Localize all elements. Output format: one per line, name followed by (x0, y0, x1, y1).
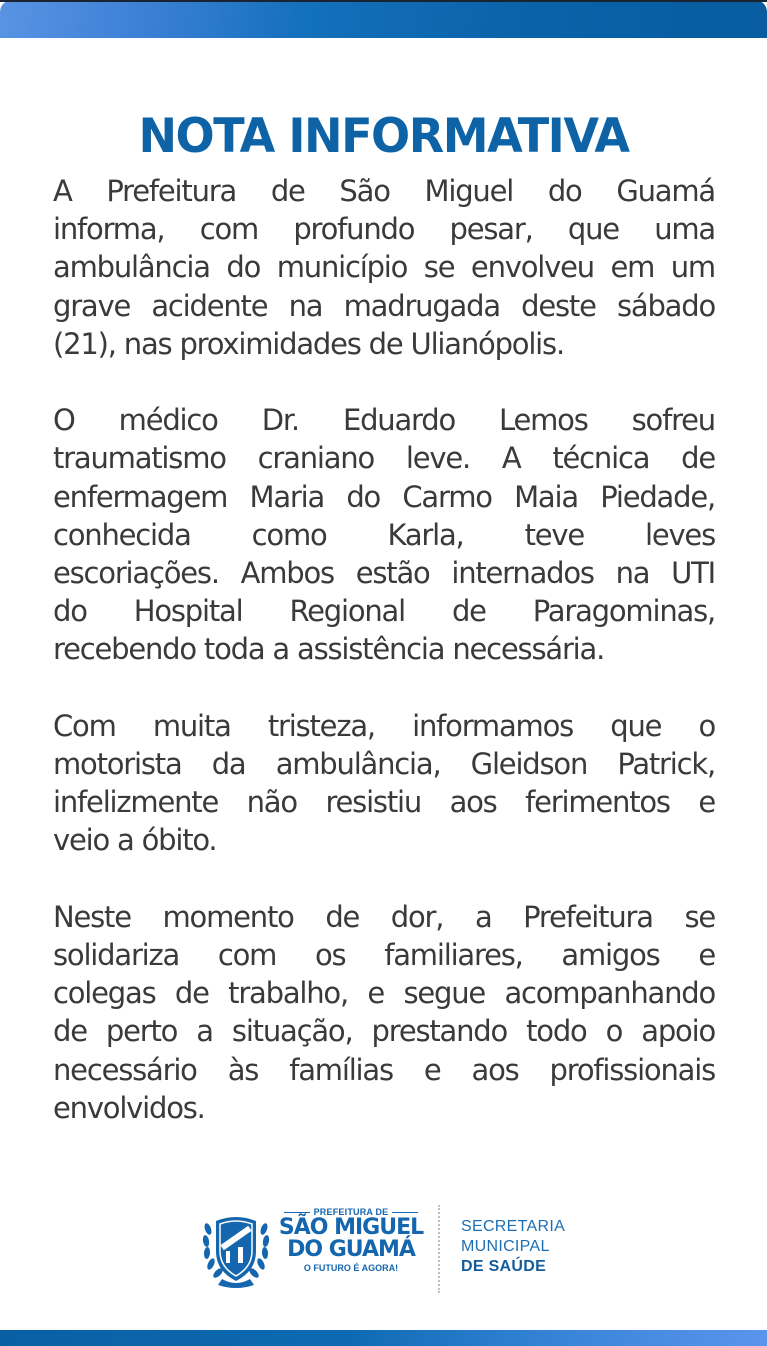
logo-divider (438, 1205, 440, 1293)
text-line: de perto a situação, prestando todo o apoio (53, 1014, 715, 1049)
text-line: escoriações. Ambos estão internados na UTI (53, 556, 715, 591)
paragraph-injured (53, 401, 715, 668)
bottom-banner-band (0, 1330, 767, 1346)
divider-rule (392, 1212, 418, 1213)
city-name-line2: DO GUAMÁ (287, 1237, 415, 1262)
page-title: NOTA INFORMATIVA (138, 109, 629, 165)
text-line: infelizmente não resistiu aos ferimentos e (53, 785, 715, 820)
divider-rule (284, 1212, 310, 1213)
text-line: veio a óbito. (53, 823, 217, 858)
text-line: traumatismo craniano leve. A técnica de (53, 441, 715, 476)
text-line: O médico Dr. Eduardo Lemos sofreu (53, 403, 715, 438)
text-line: grave acidente na madrugada deste sábado (53, 288, 715, 323)
text-line: do Hospital Regional de Paragominas, (53, 594, 715, 629)
text-line: Neste momento de dor, a Prefeitura se (53, 899, 715, 934)
secretaria-line3: DE SAÚDE (461, 1258, 547, 1275)
text-line: solidariza com os familiares, amigos e (53, 938, 715, 973)
text-line: (21), nas proximidades de Ulianópolis. (53, 326, 564, 361)
municipal-crest-icon (200, 1211, 272, 1289)
paragraph-solidarity (53, 898, 715, 1127)
slogan: O FUTURO É AGORA! (303, 1263, 399, 1273)
text-line: necessário às famílias e aos profissionais (53, 1052, 715, 1087)
prefeitura-label: PREFEITURA DE (313, 1207, 389, 1217)
footer-logos (200, 1205, 580, 1295)
text-line: enfermagem Maria do Carmo Maia Piedade, (53, 479, 715, 514)
city-name-line1: SÃO MIGUEL (278, 1215, 424, 1240)
text-line: informa, com profundo pesar, que uma (53, 212, 715, 247)
text-line: recebendo toda a assistência necessária. (53, 632, 605, 667)
top-banner-band (0, 0, 767, 38)
text-line: conhecida como Karla, teve leves (53, 517, 715, 552)
text-line: Com muita tristeza, informamos que o (53, 708, 715, 743)
text-line: A Prefeitura de São Miguel do Guamá (53, 174, 715, 208)
notice-body (53, 172, 715, 1165)
paragraph-driver (53, 707, 715, 860)
paragraph-accident (53, 172, 715, 363)
text-line: colegas de trabalho, e segue acompanhando (53, 976, 715, 1011)
secretaria-line2: MUNICIPAL (461, 1238, 550, 1255)
secretaria-line1: SECRETARIA (461, 1218, 566, 1235)
text-line: motorista da ambulância, Gleidson Patrick, (53, 747, 715, 782)
prefeitura-logo (276, 1207, 426, 1273)
text-line: ambulância do município se envolveu em um (53, 250, 715, 285)
secretaria-logo (461, 1217, 565, 1277)
text-line: envolvidos. (53, 1090, 205, 1125)
